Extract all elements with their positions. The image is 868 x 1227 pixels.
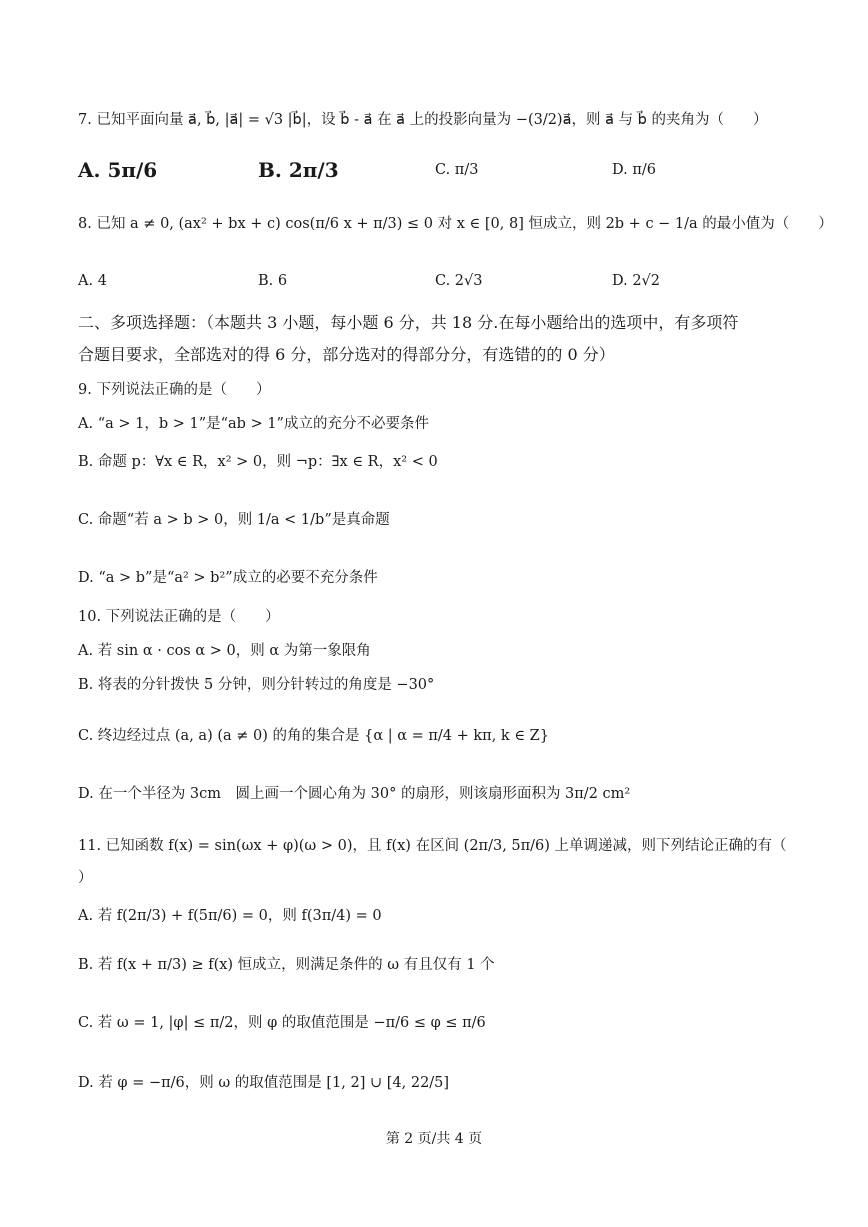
- section-heading-line2: 合题目要求，全部选对的得 6 分，部分选对的得部分分，有选错的的 0 分）: [78, 345, 615, 364]
- q8-option-c: C. 2√3: [435, 273, 483, 289]
- q11-option-c: C. 若 ω = 1, |φ| ≤ π/2，则 φ 的取值范围是 −π/6 ≤ φ ≤ π/6: [78, 1015, 486, 1031]
- q9-stem: 9. 下列说法正确的是（ ）: [78, 382, 271, 398]
- q11-option-a: A. 若 f(2π/3) + f(5π/6) = 0，则 f(3π/4) = 0: [78, 908, 382, 924]
- q10-option-c: C. 终边经过点 (a, a) (a ≠ 0) 的角的集合是 {α | α = π/4 + kπ, k ∈ Z}: [78, 728, 549, 744]
- q8-stem: 8. 已知 a ≠ 0, (ax² + bx + c) cos(π/6 x + π/3) ≤ 0 对 x ∈ [0, 8] 恒成立，则 2b + c − 1/a 的最小值为（ ）: [78, 216, 833, 232]
- q7-option-a: A. 5π/6: [78, 158, 158, 182]
- q8-option-d: D. 2√2: [612, 273, 661, 289]
- q9-option-c: C. 命题“若 a > b > 0，则 1/a < 1/b”是真命题: [78, 512, 390, 528]
- q10-stem: 10. 下列说法正确的是（ ）: [78, 609, 280, 625]
- q10-option-a: A. 若 sin α · cos α > 0，则 α 为第一象限角: [78, 643, 371, 659]
- section-heading-line1: 二、多项选择题：（本题共 3 小题，每小题 6 分，共 18 分.在每小题给出的选项中，有多项符: [78, 313, 739, 332]
- q7-option-b: B. 2π/3: [258, 158, 339, 182]
- q11-stem: 11. 已知函数 f(x) = sin(ωx + φ)(ω > 0)，且 f(x) 在区间 (2π/3, 5π/6) 上单调递减，则下列结论正确的有（: [78, 838, 787, 854]
- q11-option-b: B. 若 f(x + π/3) ≥ f(x) 恒成立，则满足条件的 ω 有且仅有 1 个: [78, 957, 495, 973]
- page-number-footer: 第 2 页/共 4 页: [385, 1131, 483, 1147]
- q9-option-b: B. 命题 p：∀x ∈ R，x² > 0，则 ¬p：∃x ∈ R，x² < 0: [78, 454, 438, 470]
- q7-stem: 7. 已知平面向量 a⃗, b⃗, |a⃗| = √3 |b⃗|，设 b⃗ - a⃗ 在 a⃗ 上的投影向量为 −(3/2)a⃗，则 a⃗ 与 b⃗ 的夹角为（ ）: [78, 112, 768, 128]
- q8-option-b: B. 6: [258, 273, 288, 289]
- q8-option-a: A. 4: [78, 273, 107, 289]
- q9-option-d: D. “a > b”是“a² > b²”成立的必要不充分条件: [78, 570, 378, 586]
- q7-option-d: D. π/6: [612, 162, 656, 178]
- q9-option-a: A. “a > 1，b > 1”是“ab > 1”成立的充分不必要条件: [78, 416, 429, 432]
- q11-stem-continued: ）: [78, 870, 93, 886]
- q10-option-d: D. 在一个半径为 3cm 圆上画一个圆心角为 30° 的扇形，则该扇形面积为 3π/2 cm²: [78, 786, 631, 802]
- q10-option-b: B. 将表的分针拨快 5 分钟，则分针转过的角度是 −30°: [78, 677, 435, 693]
- q7-option-c: C. π/3: [435, 162, 479, 178]
- q11-option-d: D. 若 φ = −π/6，则 ω 的取值范围是 [1, 2] ∪ [4, 22/5]: [78, 1075, 450, 1091]
